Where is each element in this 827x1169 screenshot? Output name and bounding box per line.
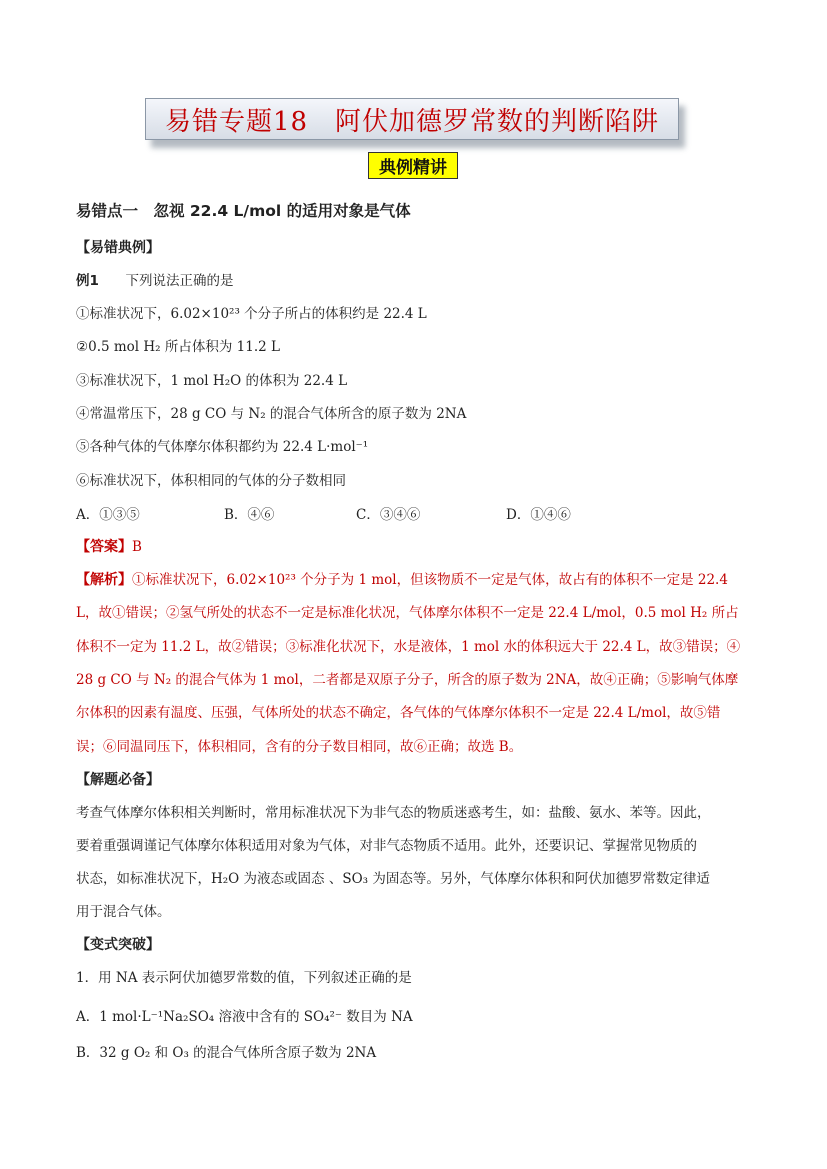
analysis-line-6: 误；⑥同温同压下，体积相同，含有的分子数目相同，故⑥正确；故选 B。 xyxy=(76,739,523,755)
analysis-line-3: 体积不一定为 11.2 L，故②错误；③标准化状况下，水是液体，1 mol 水的体积远大于 22.4 L，故③错误；④ xyxy=(76,639,741,655)
example-question xyxy=(76,271,234,291)
typical-example-label: 【易错典例】 xyxy=(76,240,160,256)
choice-b: B．④⑥ xyxy=(224,507,275,523)
statement-4: ④常温常压下，28 g CO 与 N₂ 的混合气体所含的原子数为 2NA xyxy=(76,406,467,422)
example-number: 例1 xyxy=(76,273,99,289)
banner-box xyxy=(145,98,679,140)
choice-d: D．①④⑥ xyxy=(506,507,571,523)
answer-line xyxy=(76,537,142,557)
statement-5: ⑤各种气体的气体摩尔体积都约为 22.4 L·mol⁻¹ xyxy=(76,439,369,455)
analysis-label: 【解析】 xyxy=(76,572,132,588)
statement-6: ⑥标准状况下，体积相同的气体的分子数相同 xyxy=(76,473,346,489)
statement-2: ②0.5 mol H₂ 所占体积为 11.2 L xyxy=(76,339,280,355)
variant-label: 【变式突破】 xyxy=(76,937,160,953)
page-title: 易错专题18 阿伏加德罗常数的判断陷阱 xyxy=(164,106,660,137)
analysis-line-5: 尔体积的因素有温度、压强，气体所处的状态不确定，各气体的气体摩尔体积不一定是 22.4 L/mol，故⑤错 xyxy=(76,705,721,721)
choice-c: C．③④⑥ xyxy=(356,507,421,523)
variant-question: 1．用 NA 表示阿伏加德罗常数的值，下列叙述正确的是 xyxy=(76,970,412,986)
choice-row xyxy=(76,503,756,523)
essentials-line-2: 要着重强调谨记气体摩尔体积适用对象为气体，对非气态物质不适用。此外，还要识记、掌握常见物质的 xyxy=(76,838,697,854)
analysis-line-1 xyxy=(76,570,728,590)
variant-option-a: A．1 mol·L⁻¹Na₂SO₄ 溶液中含有的 SO₄²⁻ 数目为 NA xyxy=(76,1009,413,1025)
choice-a: A．①③⑤ xyxy=(76,507,140,523)
answer-value: B xyxy=(132,539,142,555)
section-badge: 典例精讲 xyxy=(368,152,458,179)
essentials-label: 【解题必备】 xyxy=(76,772,160,788)
error-point-heading: 易错点一 忽视 22.4 L/mol 的适用对象是气体 xyxy=(76,202,411,220)
analysis-line-4: 28 g CO 与 N₂ 的混合气体为 1 mol，二者都是双原子分子，所含的原子数为 2NA，故④正确；⑤影响气体摩 xyxy=(76,672,739,688)
essentials-line-1: 考查气体摩尔体积相关判断时，常用标准状况下为非气态的物质迷惑考生，如：盐酸、氨水、苯等。因此， xyxy=(76,805,711,821)
example-question-text: 下列说法正确的是 xyxy=(125,273,234,289)
title-banner xyxy=(145,98,685,144)
answer-label: 【答案】 xyxy=(76,539,132,555)
analysis-line-2: L，故①错误；②氢气所处的状态不一定是标准化状况，气体摩尔体积不一定是 22.4 L/mol，0.5 mol H₂ 所占 xyxy=(76,605,739,621)
variant-option-b: B．32 g O₂ 和 O₃ 的混合气体所含原子数为 2NA xyxy=(76,1045,377,1061)
statement-3: ③标准状况下，1 mol H₂O 的体积为 22.4 L xyxy=(76,373,348,389)
essentials-line-4: 用于混合气体。 xyxy=(76,904,171,920)
essentials-line-3: 状态，如标准状况下，H₂O 为液态或固态 、SO₃ 为固态等。另外，气体摩尔体积和阿伏加德罗常数定律适 xyxy=(76,871,710,887)
statement-1: ①标准状况下，6.02×10²³ 个分子所占的体积约是 22.4 L xyxy=(76,306,427,322)
analysis-text-1: ①标准状况下，6.02×10²³ 个分子为 1 mol，但该物质不一定是气体，故占有的体积不一定是 22.4 xyxy=(132,572,728,588)
